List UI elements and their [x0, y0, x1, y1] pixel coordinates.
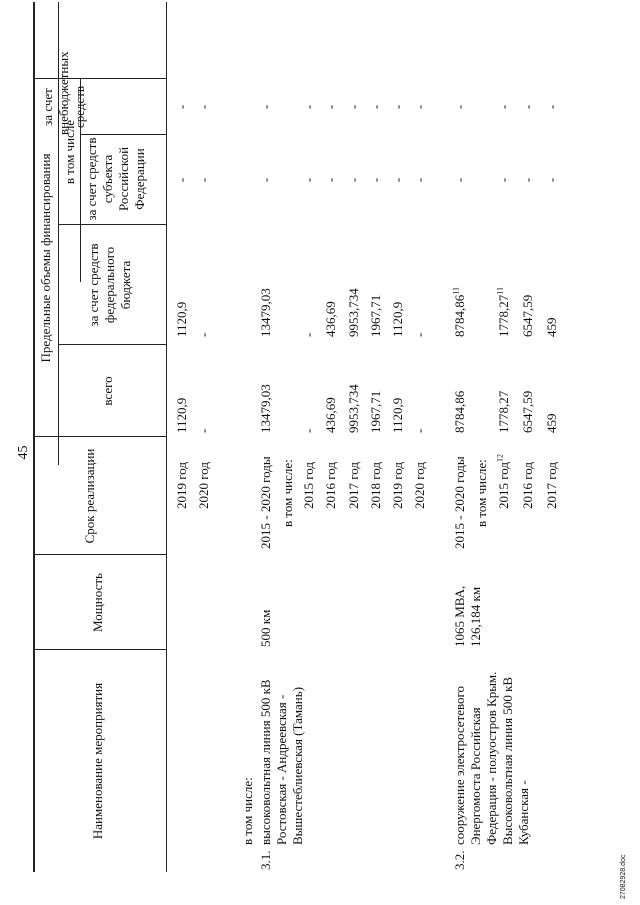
cell-total: 8784,86 — [452, 390, 467, 433]
document-code: 27082928.doc — [620, 854, 627, 899]
cell-period: 2017 год — [346, 462, 361, 509]
cell-regional: - — [301, 177, 316, 183]
header-period: Срок реализации — [82, 448, 97, 544]
cell-extra: - — [496, 104, 511, 110]
cell-period: 2019 год — [174, 462, 189, 509]
cell-regional: - — [346, 177, 361, 183]
cell-period: 2016 год — [323, 462, 338, 509]
cell-total: 1120,9 — [174, 397, 189, 433]
cell-extra: - — [390, 104, 405, 110]
cell-extra: - — [174, 104, 189, 110]
header-name: Наименование мероприятия — [90, 682, 105, 840]
cell-federal: 1778,27$^{11}$ — [495, 287, 511, 337]
cell-total: 6547,59 — [520, 390, 535, 433]
cell-extra: - — [368, 104, 383, 110]
cell-federal: 459 — [544, 317, 559, 337]
cell-period: 2020 год — [196, 462, 211, 509]
cell-federal: 8784,86$^{11}$ — [451, 287, 467, 337]
cell-period: в том числе: — [474, 459, 489, 527]
cell-period: 2015 - 2020 годы — [258, 456, 273, 549]
cell-extra: - — [323, 104, 338, 110]
footnote-mark: 12 — [495, 454, 505, 462]
cell-federal: 436,69 — [323, 301, 338, 337]
cell-period: 2018 год — [368, 462, 383, 509]
cell-federal: 6547,59 — [520, 294, 535, 337]
cell-regional: - — [544, 177, 559, 183]
cell-period: 2015 год$^{12}$ — [495, 454, 511, 509]
cell-extra: - — [346, 104, 361, 110]
cell-regional: - — [174, 177, 189, 183]
cell-extra: - — [544, 104, 559, 110]
header-including: в том числе — [62, 119, 77, 185]
cell-capacity: 500 км — [258, 609, 273, 647]
cell-total: 9953,734 — [346, 384, 361, 433]
cell-federal: - — [412, 332, 427, 337]
cell-period: 2016 год — [520, 462, 535, 509]
cell-extra: - — [412, 104, 427, 110]
cell-federal: - — [301, 332, 316, 337]
cell-total: 1967,71 — [368, 390, 383, 433]
cell-total: 1778,27 — [496, 390, 511, 433]
cell-federal: 13479,03 — [258, 288, 273, 337]
cell-name: в том числе: — [240, 777, 255, 845]
cell-regional: - — [196, 177, 211, 183]
header-federal: за счет средств федерального бюджета — [86, 243, 133, 327]
cell-regional: - — [412, 177, 427, 183]
cell-period: 2015 год — [301, 462, 316, 509]
cell-federal: 9953,734 — [346, 288, 361, 337]
cell-total: 13479,03 — [258, 384, 273, 433]
cell-name: сооружение электросетевого Энергомоста Российская Федерация - полуостров Крым. Высоковольтная линия 500 кВ Кубанская - — [452, 671, 531, 845]
col-divider-6 — [80, 134, 166, 135]
cell-total: - — [196, 428, 211, 433]
cell-period: 2015 - 2020 годы — [452, 456, 467, 549]
cell-extra: - — [520, 104, 535, 110]
header-capacity: Мощность — [90, 573, 105, 632]
cell-total: - — [412, 428, 427, 433]
cell-regional: - — [520, 177, 535, 183]
cell-extra: - — [258, 104, 273, 110]
cell-total: 436,69 — [323, 397, 338, 433]
table-top-border — [33, 2, 35, 872]
cell-num: 3.2. — [452, 850, 467, 870]
footnote-mark: 11 — [451, 287, 461, 295]
cell-regional: - — [368, 177, 383, 183]
cell-extra: - — [301, 104, 316, 110]
cell-name: высоковольтная линия 500 кВ Ростовская - Андреевская - Вышестеблиевская (Тамань) — [258, 679, 305, 845]
cell-period: в том числе: — [280, 459, 295, 527]
cell-period: 2019 год — [390, 462, 405, 509]
cell-period: 2020 год — [412, 462, 427, 509]
cell-federal: 1967,71 — [368, 294, 383, 337]
header-bottom-border — [166, 2, 167, 872]
cell-federal: 1120,9 — [390, 301, 405, 337]
cell-regional: - — [496, 177, 511, 183]
cell-period: 2017 год — [544, 462, 559, 509]
cell-extra: - — [196, 104, 211, 110]
cell-total: 459 — [544, 413, 559, 433]
cell-num: 3.1. — [258, 850, 273, 870]
header-total: всего — [100, 376, 115, 406]
header-regional: за счет средств субъекта Российской Федерации — [84, 137, 147, 221]
cell-regional: - — [258, 177, 273, 183]
footnote-mark: 11 — [495, 287, 505, 295]
cell-regional: - — [452, 177, 467, 183]
page-number: 45 — [16, 445, 31, 460]
header-extrabudget: за счет внебюджетных средств — [40, 51, 87, 135]
cell-total: - — [301, 428, 316, 433]
cell-total: 1120,9 — [390, 397, 405, 433]
cell-capacity: 1065 МВА, 126,184 км — [452, 585, 483, 647]
cell-regional: - — [390, 177, 405, 183]
cell-federal: - — [196, 332, 211, 337]
cell-regional: - — [323, 177, 338, 183]
cell-extra: - — [452, 104, 467, 110]
header-financing: Предельные объемы финансирования — [38, 153, 53, 363]
cell-federal: 1120,9 — [174, 301, 189, 337]
